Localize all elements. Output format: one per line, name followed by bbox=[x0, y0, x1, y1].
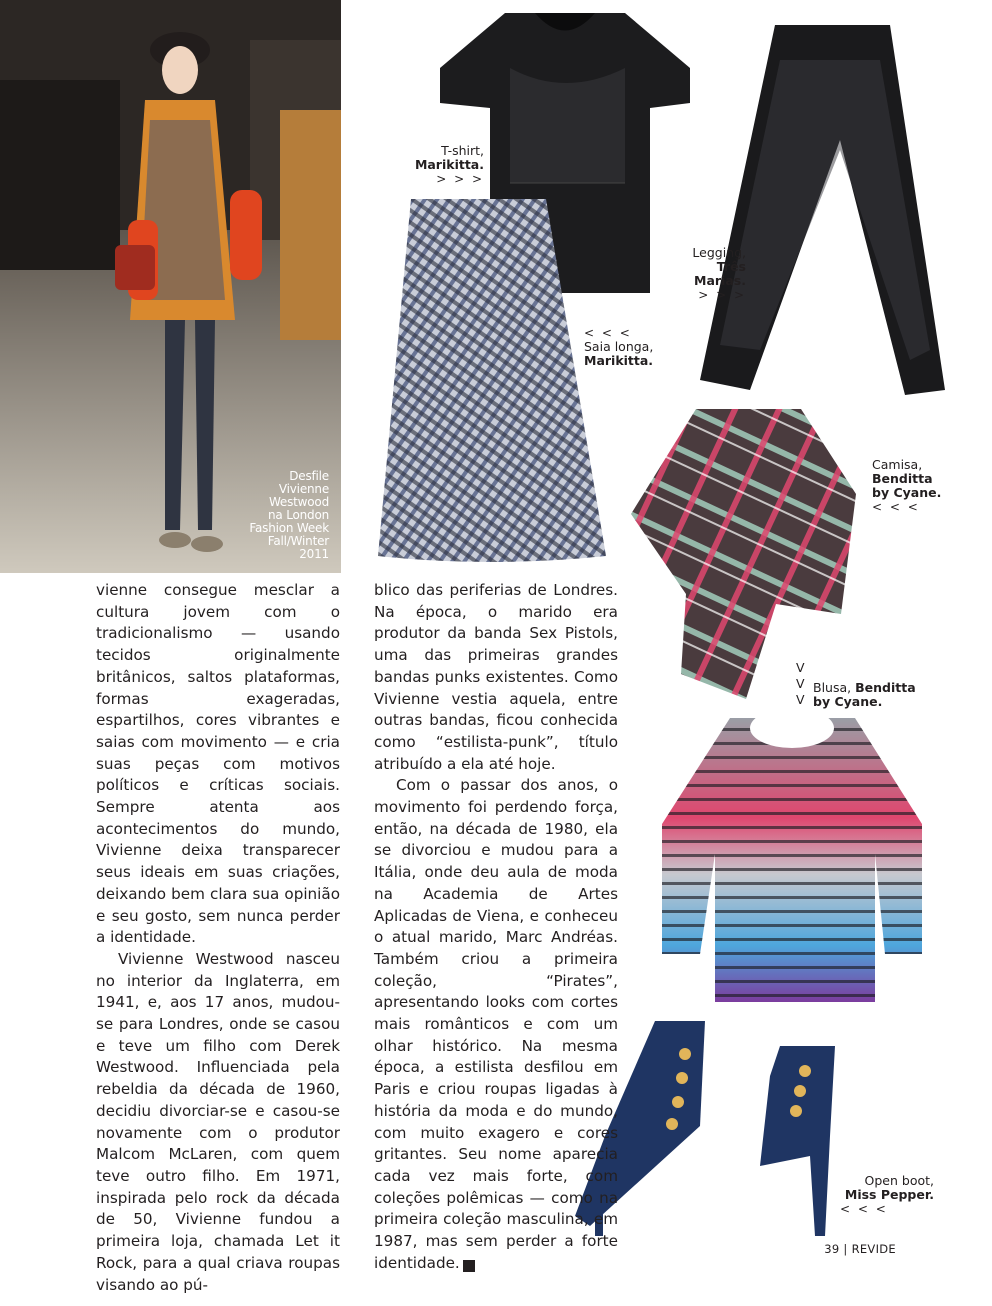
page-footer bbox=[824, 1242, 896, 1256]
tshirt-caption: T-shirt, Marikitta. > > > bbox=[414, 143, 484, 186]
skirt-caption: < < < Saia longa, Marikitta. bbox=[584, 326, 654, 368]
blouse-arrows: V V V bbox=[796, 660, 805, 707]
skirt-image bbox=[376, 196, 608, 568]
legging-image bbox=[690, 20, 956, 400]
shirt-caption: Camisa, Benditta by Cyane. < < < bbox=[872, 457, 942, 514]
article-column-1 bbox=[96, 580, 340, 1296]
page-number: 39 bbox=[824, 1242, 840, 1256]
footer-separator: | bbox=[843, 1242, 848, 1256]
article-paragraph: vienne consegue mesclar a cultura jovem com o tradicionalismo — usando tecidos originalmente britânicos, saltos plataformas, formas exageradas, espartilhos, cores vibrantes e saias com movimento — e cria suas peças com motivos políticos e críticas sociais. Sempre atenta aos acontecimentos do mundo, Vivienne deixa transparecer seus ideais em suas criações, deixando bem clara sua opinião e seu gosto, sem nunca perder a identidade. bbox=[96, 581, 340, 947]
blouse-image bbox=[660, 714, 924, 1006]
article-paragraph: Com o passar dos anos, o movimento foi perdendo força, então, na década de 1980, ela se divorciou e mudou para a Itália, onde deu aula de moda na Academia de Artes Aplicadas de Viena, e conheceu o atual marido, Marc Andréas. Também criou a primeira coleção, “Pirates”, apresentando looks com cortes mais românticos e com um olhar histórico. Na mesma época, a estilista desfilou em Paris e criou roupas ligadas à história da moda e do mundo, com muito exagero e cores gritantes. Seu nome aparecia cada vez mais forte, com coleções polêmicas — como na primeira coleção masculina, em 1987, mas sem perder a forte identidade. r bbox=[374, 776, 618, 1272]
blouse-caption: Blusa, Benditta by Cyane. bbox=[813, 680, 916, 709]
photo-caption: Desfile Vivienne Westwood na London Fashion Week Fall/Winter 2011 bbox=[249, 469, 329, 561]
magazine-name: REVIDE bbox=[851, 1242, 896, 1256]
runway-photo bbox=[0, 0, 341, 573]
legging-caption: Legging, Três Marias. > > > bbox=[692, 245, 746, 302]
end-mark-icon: r bbox=[463, 1260, 475, 1272]
article-paragraph: blico das periferias de Londres. Na época, o marido era produtor da banda Sex Pistols, uma das primeiras grandes bandas punks existentes. Como Vivienne vestia aquela, entre outras bandas, ficou conhecida como “estilista-punk”, título atribuído a ela até hoje. bbox=[374, 581, 618, 773]
boot-caption: Open boot, Miss Pepper. < < < bbox=[840, 1173, 934, 1216]
article-paragraph: Vivienne Westwood nasceu no interior da Inglaterra, em 1941, e, aos 17 anos, mudou-se para Londres, onde se casou e teve um filho com Derek Westwood. Influenciada pela rebeldia da década de 1960, decidiu divorciar-se e casou-se novamente com o produtor Malcom McLaren, com quem teve outro filho. Em 1971, inspirada pelo rock da década de 50, Vivienne fundou a primeira loja, chamada Let it Rock, para a qual criava roupas visando ao pú- bbox=[96, 949, 340, 1294]
shirt-image bbox=[626, 404, 864, 704]
article-column-2 bbox=[374, 580, 618, 1275]
